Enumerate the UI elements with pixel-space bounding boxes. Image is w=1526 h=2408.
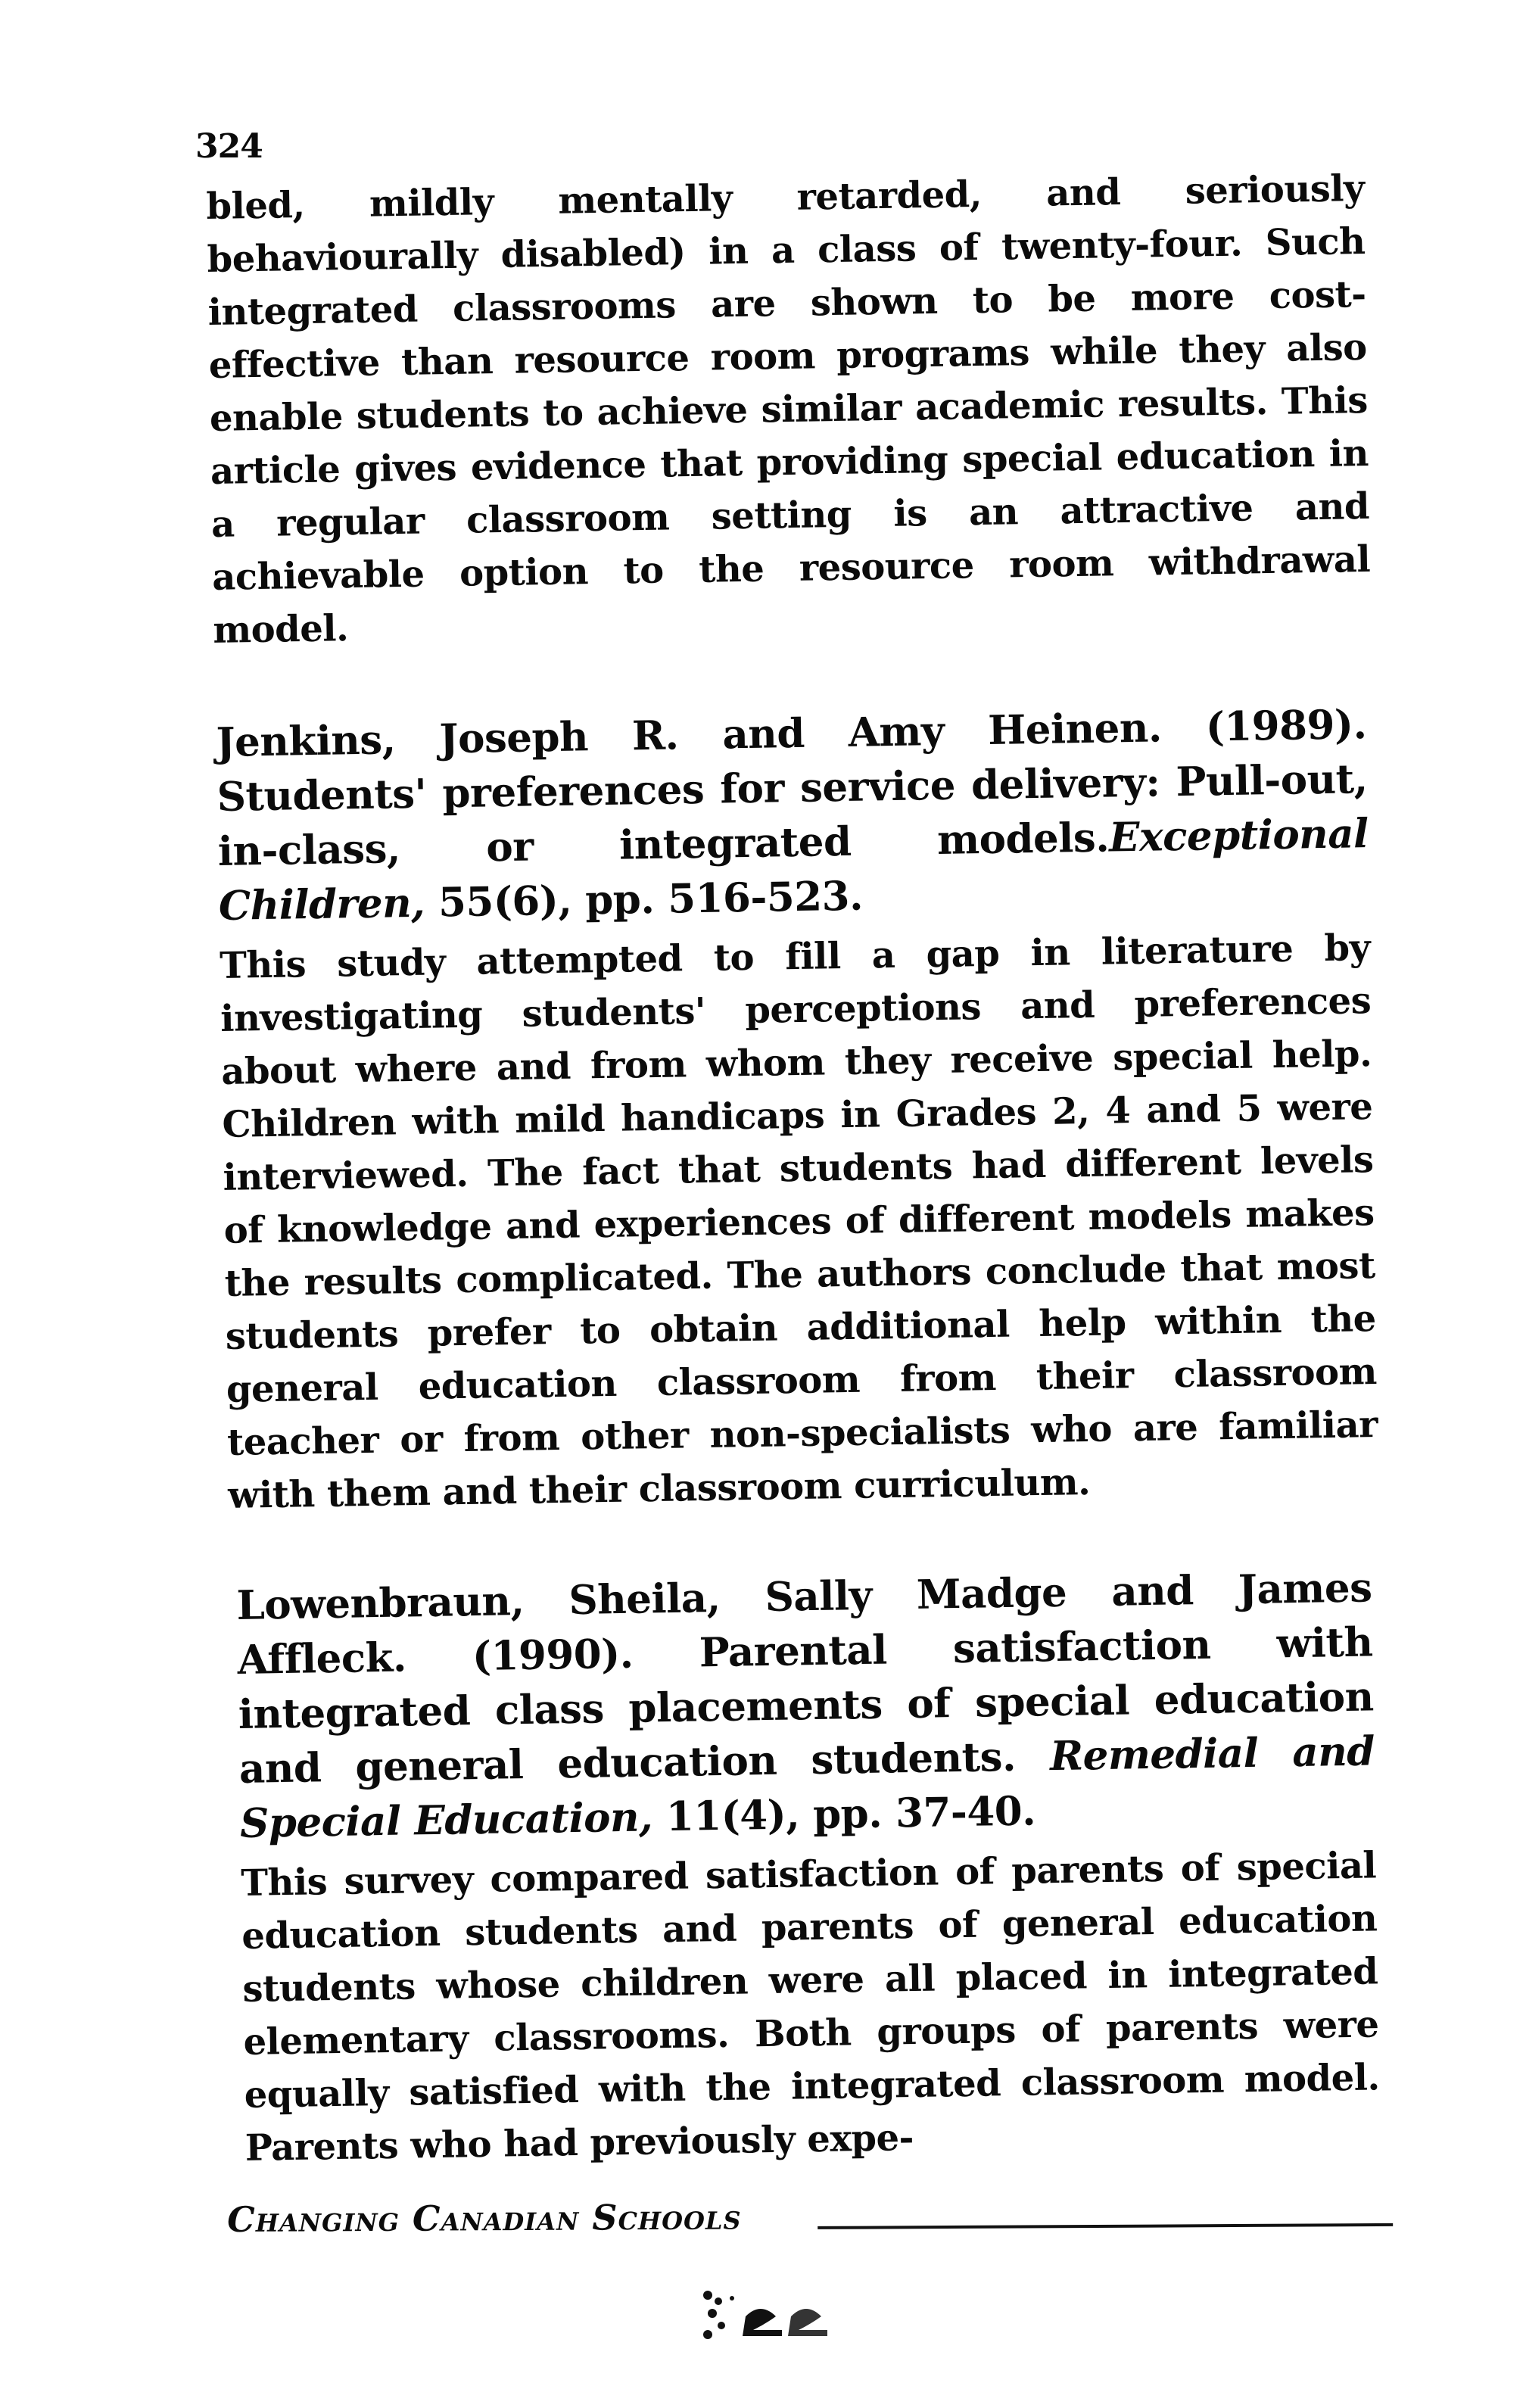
footer-rule: [818, 2223, 1393, 2229]
citation-journal: Remedial and Special Education,: [239, 1727, 1375, 1847]
citation-title: Parental satisfaction with integrated class placements of special education and general education students.: [238, 1618, 1375, 1793]
bibliography-entry: [216, 697, 1379, 1522]
running-footer: [227, 2193, 1408, 2252]
citation-pages: 55(6), pp. 516-523.: [438, 872, 864, 927]
citation-title: Students' preferences for service delivery: Pull-out, in-class, or integrated models.: [216, 755, 1368, 875]
stamp-graphic: [685, 2279, 836, 2347]
citation-pages: 11(4), pp. 37-40.: [665, 1787, 1036, 1841]
continuation-text: bled, mildly mentally retarded, and seriously behaviourally disabled) in a class of twenty-four. Such integrated classrooms are shown to be more cost-effective than resource room programs while they also enable students to achieve similar academic results. This article gives evidence that providing special education in a regular classroom setting is an attractive and achievable option to the resource room withdrawal model.: [206, 167, 1371, 652]
citation: [216, 697, 1369, 933]
bibliography-entry: [236, 1560, 1381, 2174]
continuation-paragraph: [206, 162, 1372, 657]
footer-title: Changing Canadian Schools: [227, 2196, 742, 2240]
citation-journal: Exceptional Children,: [218, 810, 1369, 930]
annotation-text: This study attempted to fill a gap in literature by investigating students' perceptions and preferences about where and from whom they receive special help. Children with mild handicaps in Grades 2, 4 and 5 were interviewed. The fact that students had different levels of knowledge and experiences of different models makes the results complicated. The authors conclude that most students prefer to obtain additional help within the general education classroom from their classroom teacher or from other non-specialists who are familiar with them and their classroom curriculum.: [219, 927, 1378, 1517]
page-number: 324: [195, 127, 263, 166]
citation: [236, 1560, 1375, 1851]
annotation-text: This survey compared satisfaction of parents of special education students and parents of general education students whose children were all placed in integrated elementary classrooms. Both groups of parents were equally satisfied with the integrated classroom model. Parents who had previously expe-: [240, 1844, 1380, 2170]
archive-stamp: [685, 2279, 836, 2347]
citation-authors-year: Lowenbraun, Sheila, Sally Madge and James Affleck. (1990).: [236, 1564, 1372, 1684]
citation-authors-year: Jenkins, Joseph R. and Amy Heinen. (1989).: [216, 701, 1367, 766]
